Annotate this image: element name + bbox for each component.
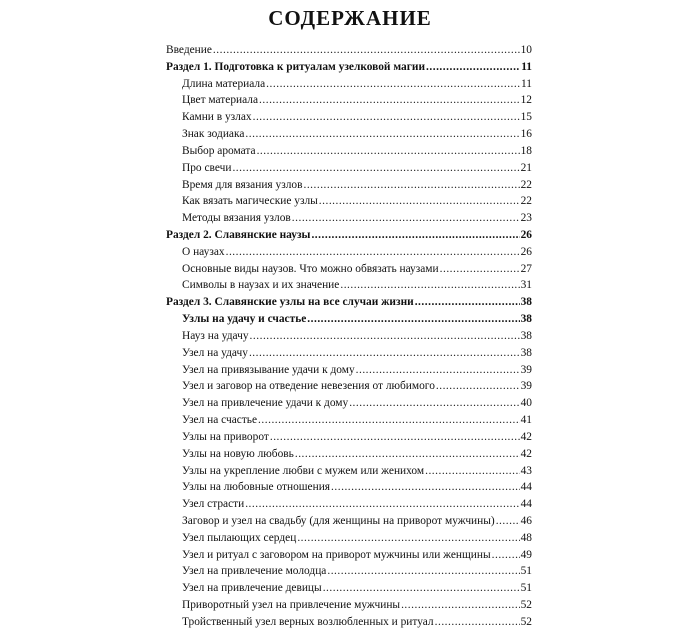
- toc-entry-title: Узел страсти: [182, 498, 245, 511]
- toc-page-number: 51: [520, 582, 532, 595]
- toc-entry-title: Тройственный узел верных возлюбленных и ритуал: [182, 615, 434, 628]
- toc-page-number: 46: [520, 514, 532, 527]
- toc-entry-title: Узлы на приворот: [182, 430, 269, 443]
- dot-leader: [327, 564, 519, 578]
- toc-entry-title: Раздел 3. Славянские узлы на все случаи жизни: [166, 296, 414, 309]
- dot-leader: [257, 144, 520, 158]
- dot-leader: [250, 329, 520, 343]
- dot-leader: [349, 396, 519, 410]
- toc-section-entry: [166, 43, 532, 57]
- dot-leader: [253, 110, 520, 124]
- dot-leader: [401, 598, 520, 612]
- toc-entry: [182, 396, 532, 410]
- toc-page-number: 23: [520, 212, 532, 225]
- toc-entry: [182, 329, 532, 343]
- toc-page-number: 52: [520, 599, 532, 612]
- dot-leader: [303, 178, 519, 192]
- toc-entry-title: О наузах: [182, 245, 225, 258]
- toc-section-entry: [166, 60, 532, 74]
- toc-page-number: 38: [520, 346, 532, 359]
- dot-leader: [259, 93, 520, 107]
- toc-page-number: 49: [520, 548, 532, 561]
- dot-leader: [356, 363, 520, 377]
- dot-leader: [496, 514, 520, 528]
- toc-page-number: 41: [520, 414, 532, 427]
- dot-leader: [323, 581, 520, 595]
- toc-entry: [182, 514, 532, 528]
- toc-page-number: 38: [520, 329, 532, 342]
- toc-entry: [182, 211, 532, 225]
- toc-entry: [182, 548, 532, 562]
- toc-entry: [182, 144, 532, 158]
- toc-page-number: 16: [520, 128, 532, 141]
- toc-entry: [182, 262, 532, 276]
- toc-entry-title: Узлы на любовные отношения: [182, 481, 331, 494]
- toc-entry: [182, 161, 532, 175]
- toc-page-number: 22: [520, 195, 532, 208]
- dot-leader: [340, 278, 519, 292]
- toc-entry-title: Узлы на укрепление любви с мужем или женихом: [182, 464, 425, 477]
- toc-page-number: 48: [520, 531, 532, 544]
- dot-leader: [295, 447, 520, 461]
- dot-leader: [213, 43, 520, 57]
- toc-entry: [182, 531, 532, 545]
- toc-page-number: 31: [520, 279, 532, 292]
- page-title: СОДЕРЖАНИЕ: [268, 6, 432, 30]
- dot-leader: [307, 312, 519, 326]
- toc-entry-title: Время для вязания узлов: [182, 178, 303, 191]
- toc-page-number: 10: [520, 44, 532, 56]
- toc-page-number: 39: [520, 363, 532, 376]
- dot-leader: [226, 245, 520, 259]
- dot-leader: [436, 379, 520, 393]
- toc-entry-title: Цвет материала: [182, 94, 259, 107]
- toc-page-number: 27: [520, 262, 532, 275]
- toc-page-number: 26: [520, 229, 532, 242]
- toc-entry-title: Про свечи: [182, 161, 232, 174]
- dot-leader: [435, 615, 520, 629]
- dot-leader: [249, 346, 520, 360]
- dot-leader: [270, 430, 520, 444]
- toc-entry: [182, 464, 532, 478]
- toc-page-number: 18: [520, 144, 532, 157]
- dot-leader: [297, 531, 519, 545]
- dot-leader: [258, 413, 520, 427]
- toc-entry: [182, 194, 532, 208]
- toc-entry: [182, 581, 532, 595]
- toc-entry: [182, 430, 532, 444]
- toc-entry-title: Приворотный узел на привлечение мужчины: [182, 599, 401, 612]
- toc-entry-title: Заговор и узел на свадьбу (для женщины на приворот мужчины): [182, 514, 495, 527]
- toc-entry-title: Науз на удачу: [182, 329, 249, 342]
- toc-page-number: 51: [520, 565, 532, 578]
- toc-entry-title: Раздел 2. Славянские наузы: [166, 229, 311, 242]
- dot-leader: [245, 127, 519, 141]
- toc-page-number: 21: [520, 161, 532, 174]
- toc-page-number: 44: [520, 481, 532, 494]
- toc-section-entry: [166, 228, 532, 242]
- toc-entry-title: Узел на привязывание удачи к дому: [182, 363, 355, 376]
- toc-entry: [182, 110, 532, 124]
- dot-leader: [245, 497, 519, 511]
- toc-page-number: 44: [520, 498, 532, 511]
- dot-leader: [492, 548, 520, 562]
- toc-entry: [182, 564, 532, 578]
- dot-leader: [319, 194, 520, 208]
- toc-entry-title: Узлы на новую любовь: [182, 447, 294, 460]
- dot-leader: [415, 295, 520, 309]
- toc-entry-title: Как вязать магические узлы: [182, 195, 318, 208]
- toc-section-entry: [166, 295, 532, 309]
- toc-entry: [182, 413, 532, 427]
- toc-entry-title: Узел на счастье: [182, 414, 258, 427]
- toc-page-number: 43: [520, 464, 532, 477]
- toc-entry: [182, 497, 532, 511]
- toc-entry-title: Узел и заговор на отведение невезения от любимого: [182, 380, 435, 393]
- toc-page-number: 15: [520, 111, 532, 124]
- dot-leader: [426, 60, 520, 74]
- toc-entry-title: Выбор аромата: [182, 144, 256, 157]
- dot-leader: [266, 77, 520, 91]
- toc-entry-title: Введение: [166, 44, 212, 56]
- dot-leader: [311, 228, 519, 242]
- dot-leader: [425, 464, 520, 478]
- toc-page-number: 11: [521, 60, 532, 73]
- toc-entry: [182, 93, 532, 107]
- toc-entry-title: Основные виды наузов. Что можно обвязать наузами: [182, 262, 439, 275]
- toc-entry: [182, 346, 532, 360]
- toc-entry-title: Узел пылающих сердец: [182, 531, 297, 544]
- toc-entry: [182, 379, 532, 393]
- toc-entry-title: Методы вязания узлов: [182, 212, 291, 225]
- toc-entry: [182, 312, 532, 326]
- toc-page-number: 26: [520, 245, 532, 258]
- toc-page-number: 42: [520, 447, 532, 460]
- toc-entry-title: Длина материала: [182, 77, 266, 90]
- toc-entry: [182, 278, 532, 292]
- dot-leader: [331, 480, 520, 494]
- toc-page-number: 38: [520, 313, 532, 326]
- toc-entry: [182, 480, 532, 494]
- toc-page-number: 38: [520, 296, 532, 309]
- toc-entry-title: Узел на привлечение девицы: [182, 582, 322, 595]
- toc-entry: [182, 77, 532, 91]
- toc-entry: [182, 598, 532, 612]
- toc-entry-title: Узел на привлечение удачи к дому: [182, 397, 349, 410]
- toc-entry: [182, 245, 532, 259]
- toc-entry-title: Символы в наузах и их значение: [182, 279, 340, 292]
- toc-page-number: 11: [521, 77, 532, 90]
- toc-page-number: 39: [520, 380, 532, 393]
- toc-entry-title: Узел на привлечение молодца: [182, 565, 327, 578]
- toc-entry: [182, 363, 532, 377]
- toc-page-number: 22: [520, 178, 532, 191]
- toc-entry: [182, 447, 532, 461]
- toc-entry-title: Узел на удачу: [182, 346, 248, 359]
- toc-entry: [182, 615, 532, 629]
- toc-entry: [182, 127, 532, 141]
- toc-page-number: 40: [520, 397, 532, 410]
- toc-entry-title: Узел и ритуал с заговором на приворот мужчины или женщины: [182, 548, 491, 561]
- toc-entry-title: Знак зодиака: [182, 128, 245, 141]
- toc-entry-title: Раздел 1. Подготовка к ритуалам узелковой магии: [166, 60, 426, 73]
- toc-entry-title: Камни в узлах: [182, 111, 252, 124]
- dot-leader: [232, 161, 519, 175]
- toc-page-number: 42: [520, 430, 532, 443]
- toc-entry: [182, 178, 532, 192]
- toc-entry-title: Узлы на удачу и счастье: [182, 313, 307, 326]
- dot-leader: [440, 262, 520, 276]
- dot-leader: [292, 211, 520, 225]
- toc-page-number: 12: [520, 94, 532, 107]
- toc-page-number: 52: [520, 615, 532, 628]
